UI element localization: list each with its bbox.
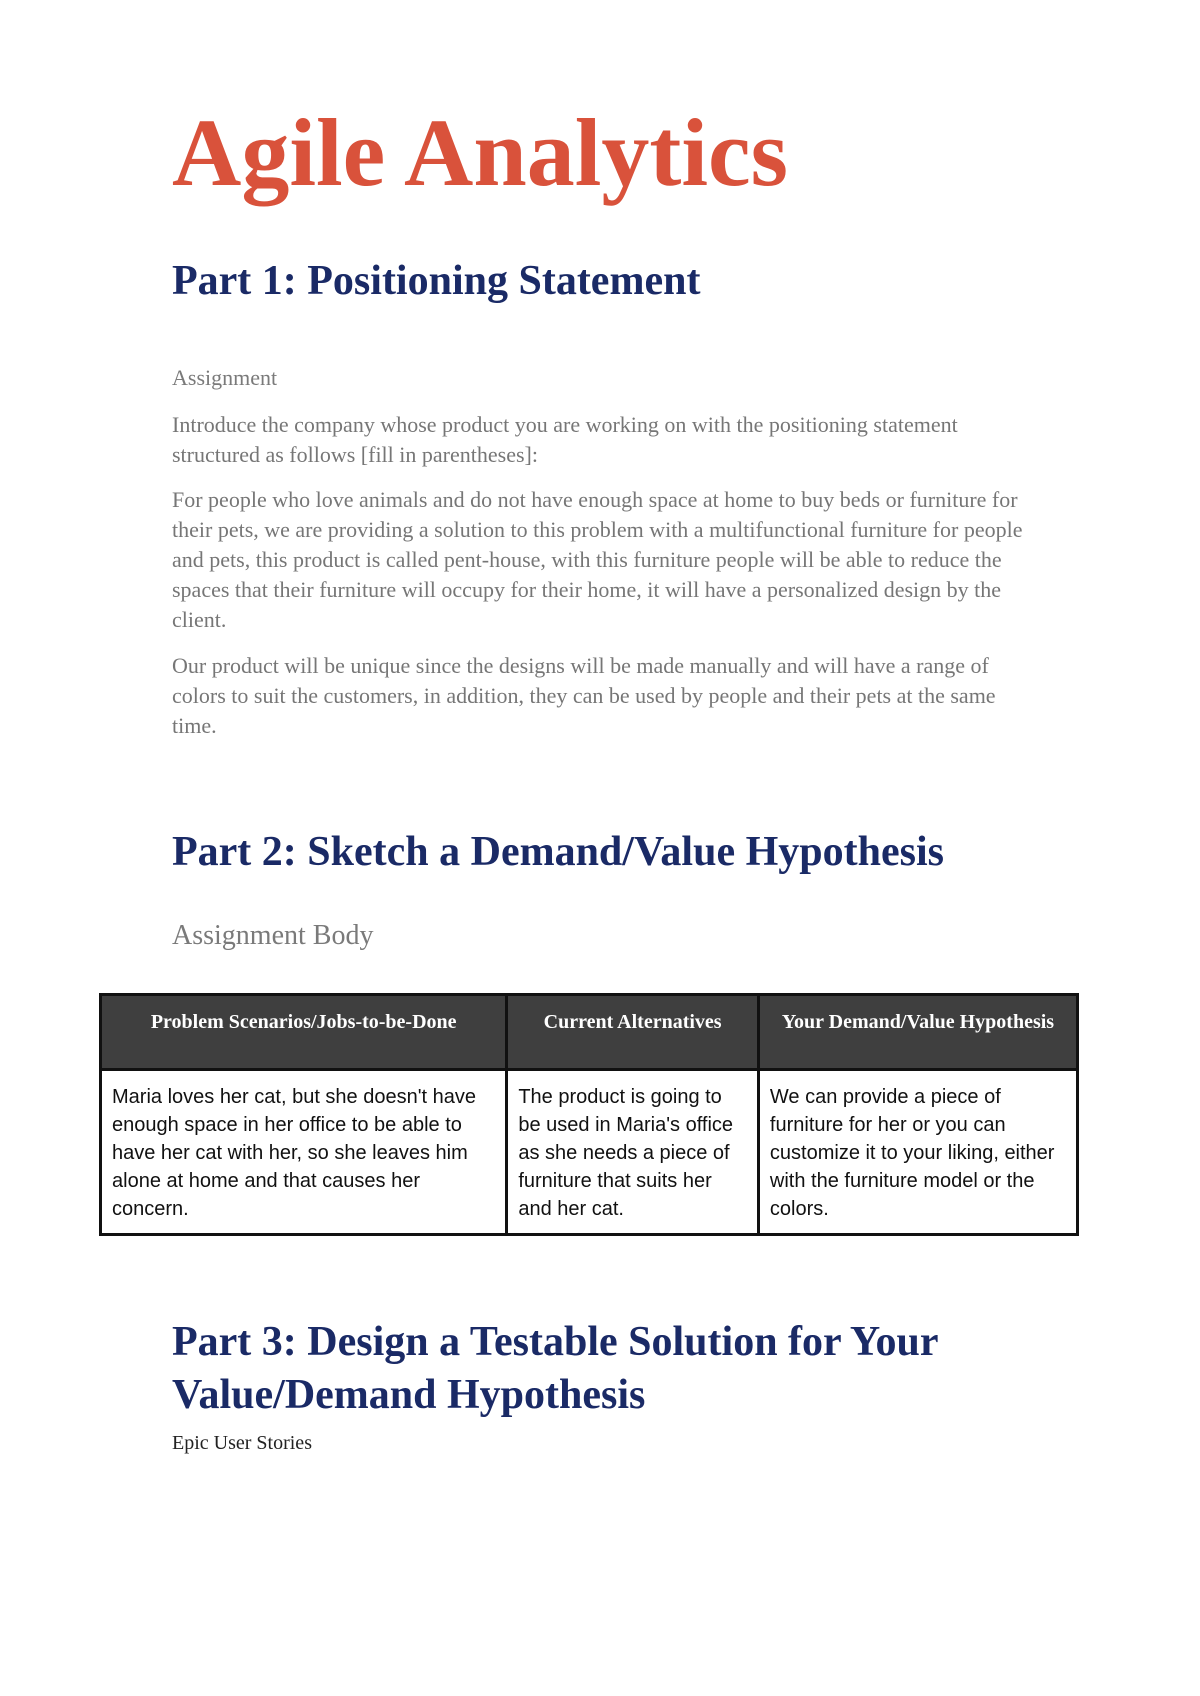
table-cell-current-alternative: The product is going to be used in Maria's office as she needs a piece of furniture that suits her and her cat. [507,1070,759,1235]
part3-heading: Part 3: Design a Testable Solution for Your Value/Demand Hypothesis [172,1319,938,1418]
part1-assignment-label: Assignment [172,365,278,390]
table-header-problem-scenarios: Problem Scenarios/Jobs-to-be-Done [101,995,507,1070]
table-cell-demand-value-hypothesis: We can provide a piece of furniture for her or you can customize it to your liking, either with the furniture model or the colors. [758,1070,1077,1235]
part1-heading: Part 1: Positioning Statement [172,258,701,304]
part3-epic-user-stories-label: Epic User Stories [172,1432,312,1454]
hypothesis-table [99,993,1079,1236]
part1-uniqueness-paragraph: Our product will be unique since the designs will be made manually and will have a range of colors to suit the customers, in addition, they can be used by people and their pets at the same time. [172,653,996,738]
document-title: Agile Analytics [172,99,788,206]
table-header-demand-value-hypothesis: Your Demand/Value Hypothesis [758,995,1077,1070]
part2-heading: Part 2: Sketch a Demand/Value Hypothesis [172,829,944,875]
part1-intro-paragraph: Introduce the company whose product you are working on with the positioning statement structured as follows [fill in parentheses]: [172,412,958,467]
table-cell-problem-scenario: Maria loves her cat, but she doesn't have enough space in her office to be able to have her cat with her, so she leaves him alone at home and that causes her concern. [101,1070,507,1235]
table-row [101,1070,1078,1235]
part1-positioning-paragraph: For people who love animals and do not have enough space at home to buy beds or furniture for their pets, we are providing a solution to this problem with a multifunctional furniture for people and pets, this product is called pent-house, with this furniture people will be able to reduce the spaces that their furniture will occupy for their home, it will have a personalized design by the client. [172,487,1023,632]
part2-assignment-body-label: Assignment Body [172,920,374,951]
table-header-current-alternatives: Current Alternatives [507,995,759,1070]
table-header-row [101,995,1078,1070]
